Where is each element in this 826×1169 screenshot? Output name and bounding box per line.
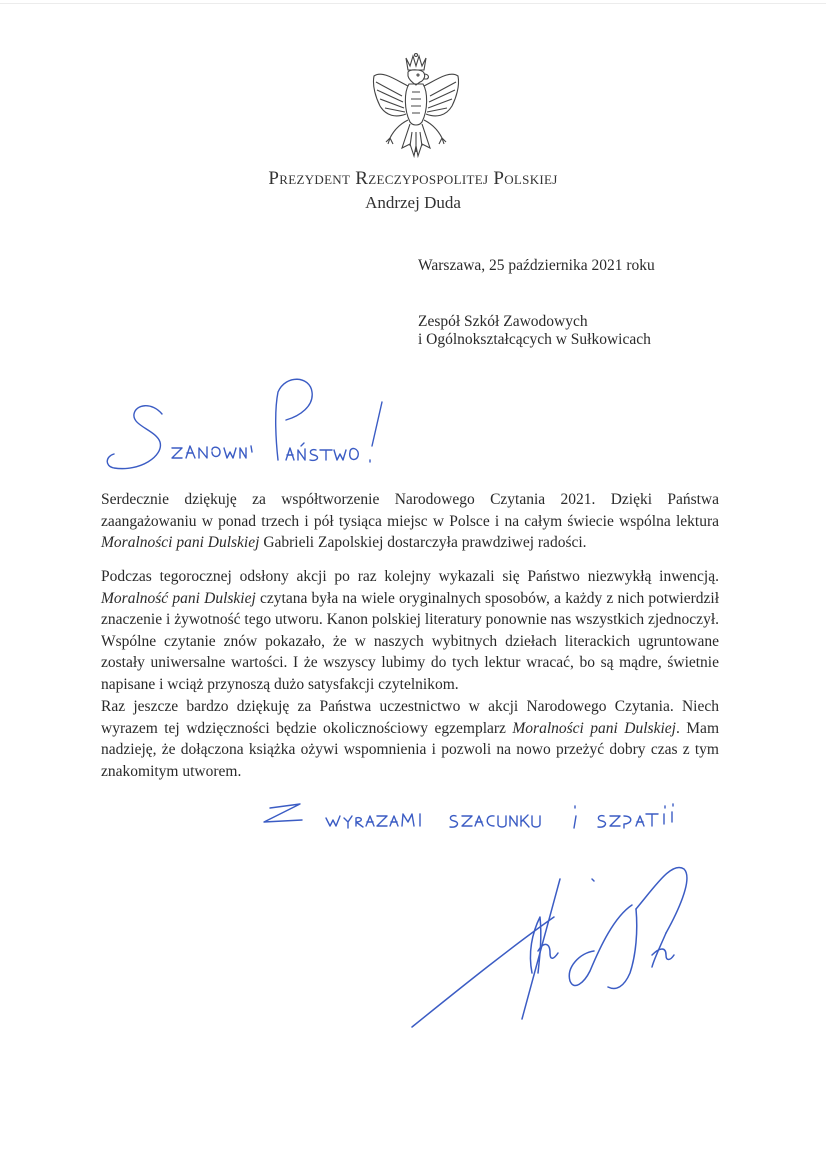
eagle-emblem-icon bbox=[366, 52, 466, 170]
recipient-line-1: Zespół Szkół Zawodowych bbox=[418, 313, 588, 330]
paragraph-3-text-c: . Mam nadzieję, że dołączona książka ożywi wspomnienia i pozwoli na nowo przeżyć dobry czas z tym znakomitym utworem. bbox=[101, 719, 719, 780]
recipient-line-2: i Ogólnokształcących w Sułkowicach bbox=[418, 331, 651, 348]
scan-edge-line bbox=[0, 3, 826, 4]
letterhead-title-text: Prezydent Rzeczypospolitej Polskiej bbox=[268, 168, 558, 189]
paragraph-2 bbox=[101, 566, 719, 696]
paragraph-2-text-c: czytana była na wiele oryginalnych sposobów, a każdy z nich potwierdził znaczenie i żywotność tego utworu. Kanon polskiej literatury ponownie nas wszystkich zjednoczył. Wspólne czytanie znów pokazało, że w naszych wybitnych dziełach literackich ugruntowane zostały uniwersalne wartości. I że wszyscy lubimy do tych lektur wracać, bo są mądre, świetnie napisane i wciąż przynoszą dużo satysfakcji czytelnikom. bbox=[101, 589, 719, 693]
paragraph-3 bbox=[101, 696, 719, 782]
signature bbox=[404, 855, 704, 1035]
book-title-ref-1: Moralności pani Dulskiej bbox=[101, 534, 260, 552]
paragraph-1-text-c: Gabrieli Zapolskiej dostarczyła prawdziwej radości. bbox=[259, 534, 587, 552]
paragraph-3-text-a: Raz jeszcze bardzo dziękuję za Państwa uczestnictwo w akcji Narodowego Czytania. Niech wyrazem tej wdzięczności będzie okolicznościowy egzemplarz bbox=[101, 698, 719, 737]
letterhead-title bbox=[0, 168, 826, 190]
book-title-ref-3: Moralności pani Dulskiej bbox=[512, 719, 676, 737]
letterhead-name: Andrzej Duda bbox=[365, 193, 461, 212]
recipient-address bbox=[418, 313, 651, 349]
paragraph-1-text-a: Serdecznie dziękuję za współtworzenie Narodowego Czytania 2021. Dzięki Państwa zaangażowaniu w ponad trzech i pół tysiąca miejsc w Polsce i na całym świecie wspólna lektura bbox=[101, 491, 719, 530]
paragraph-2-text-a: Podczas tegorocznej odsłony akcji po raz kolejny wykazali się Państwo niezwykłą inwencją. bbox=[101, 568, 719, 585]
handwritten-closing bbox=[256, 792, 716, 842]
handwritten-salutation bbox=[100, 372, 400, 482]
paragraph-1 bbox=[101, 489, 719, 554]
book-title-ref-2: Moralność pani Dulskiej bbox=[101, 589, 256, 607]
letter-date: Warszawa, 25 października 2021 roku bbox=[418, 257, 655, 274]
